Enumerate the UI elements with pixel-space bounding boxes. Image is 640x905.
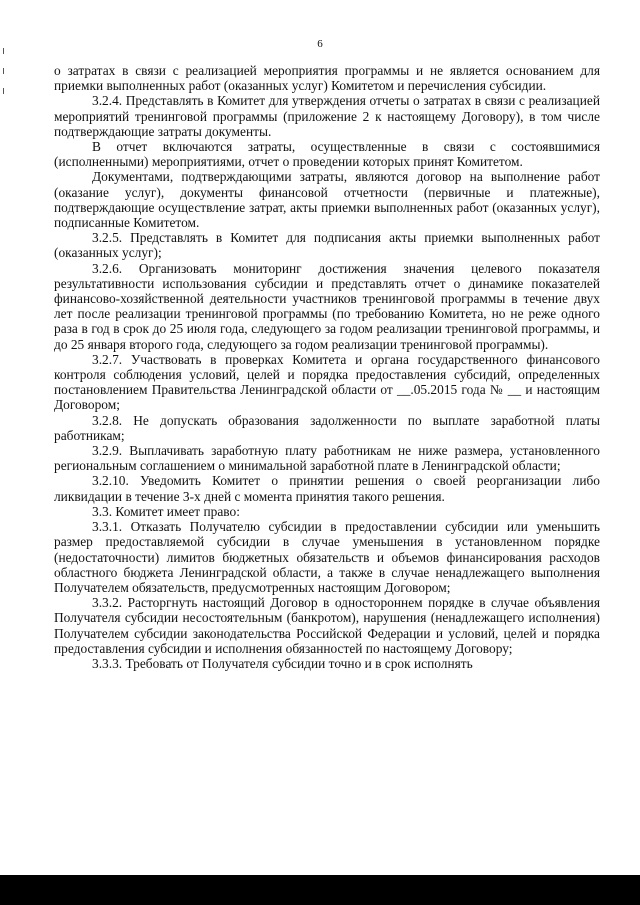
paragraph: 3.2.8. Не допускать образования задолженности по выплате заработной платы работникам; bbox=[54, 412, 600, 443]
paragraph: В отчет включаются затраты, осуществленные в связи с состоявшимися (исполненными) мероприятиями, отчет о проведении которых принят Комитетом. bbox=[54, 139, 600, 170]
paragraph: 3.3.2. Расторгнуть настоящий Договор в одностороннем порядке в случае объявления Получателя субсидии несостоятельным (банкротом), нарушения (ненадлежащего исполнения) Получателем субсидии законодательства Российской Федерации и условий, целей и порядка предоставления субсидии и исполнения обязанностей по настоящему Договору; bbox=[54, 595, 600, 656]
page-number: 6 bbox=[317, 38, 323, 50]
paragraph: 3.2.6. Организовать мониторинг достижения значения целевого показателя результативности использования субсидии и представлять отчет о динамике показателей финансово-хозяйственной деятельности участников тренинговой программы в течение двух лет после реализации тренинговой программы (по требованию Комитета, но не реже одного раза в год в срок до 25 июля года, следующего за годом реализации тренинговой программы, и до 25 января второго года, следующего за годом реализации тренинговой программы). bbox=[54, 260, 600, 352]
paragraph: 3.2.7. Участвовать в проверках Комитета и органа государственного финансового контроля соблюдения условий, целей и порядка предоставления субсидий, определенных постановлением Правительства Ленинградской области от __.05.2015 года № __ и настоящим Договором; bbox=[54, 351, 600, 413]
scan-bottom-edge bbox=[0, 875, 640, 905]
paragraph: 3.3. Комитет имеет право: bbox=[92, 503, 240, 519]
paragraph: Документами, подтверждающими затраты, являются договор на выполнение работ (оказание услуг), документы финансовой отчетности (первичные и платежные), подтверждающие осуществление затрат, акты приемки выполненных работ (оказанных услуг), подписанные Комитетом. bbox=[54, 169, 600, 231]
paragraph: о затратах в связи с реализацией мероприятия программы и не является основанием для приемки выполненных работ (оказанных услуг) Комитетом и перечисления субсидии. bbox=[54, 63, 600, 94]
paragraph: 3.2.4. Представлять в Комитет для утверждения отчеты о затратах в связи с реализацией мероприятий тренинговой программы (приложение 2 к настоящему Договору), в том числе подтверждающие затраты документы. bbox=[54, 93, 600, 139]
document-body bbox=[54, 63, 600, 671]
paragraph: 3.3.1. Отказать Получателю субсидии в предоставлении субсидии или уменьшить размер предоставляемой субсидии в случае уменьшения в установленном порядке (недостаточности) лимитов бюджетных обязательств и объемов финансирования расходов областного бюджета Ленинградской области, а также в случае ненадлежащего выполнения Получателем обязательств, предусмотренных настоящим Договором; bbox=[54, 519, 600, 595]
scan-edge-marks bbox=[3, 48, 7, 108]
paragraph: 3.2.5. Представлять в Комитет для подписания акты приемки выполненных работ (оказанных услуг); bbox=[54, 230, 600, 261]
paragraph: 3.2.10. Уведомить Комитет о принятии решения о своей реорганизации либо ликвидации в течение 3-х дней с момента принятия такого решения. bbox=[54, 473, 600, 504]
paragraph: 3.3.3. Требовать от Получателя субсидии точно и в срок исполнять bbox=[92, 655, 473, 671]
paragraph: 3.2.9. Выплачивать заработную плату работникам не ниже размера, установленного региональным соглашением о минимальной заработной плате в Ленинградской области; bbox=[54, 443, 600, 474]
